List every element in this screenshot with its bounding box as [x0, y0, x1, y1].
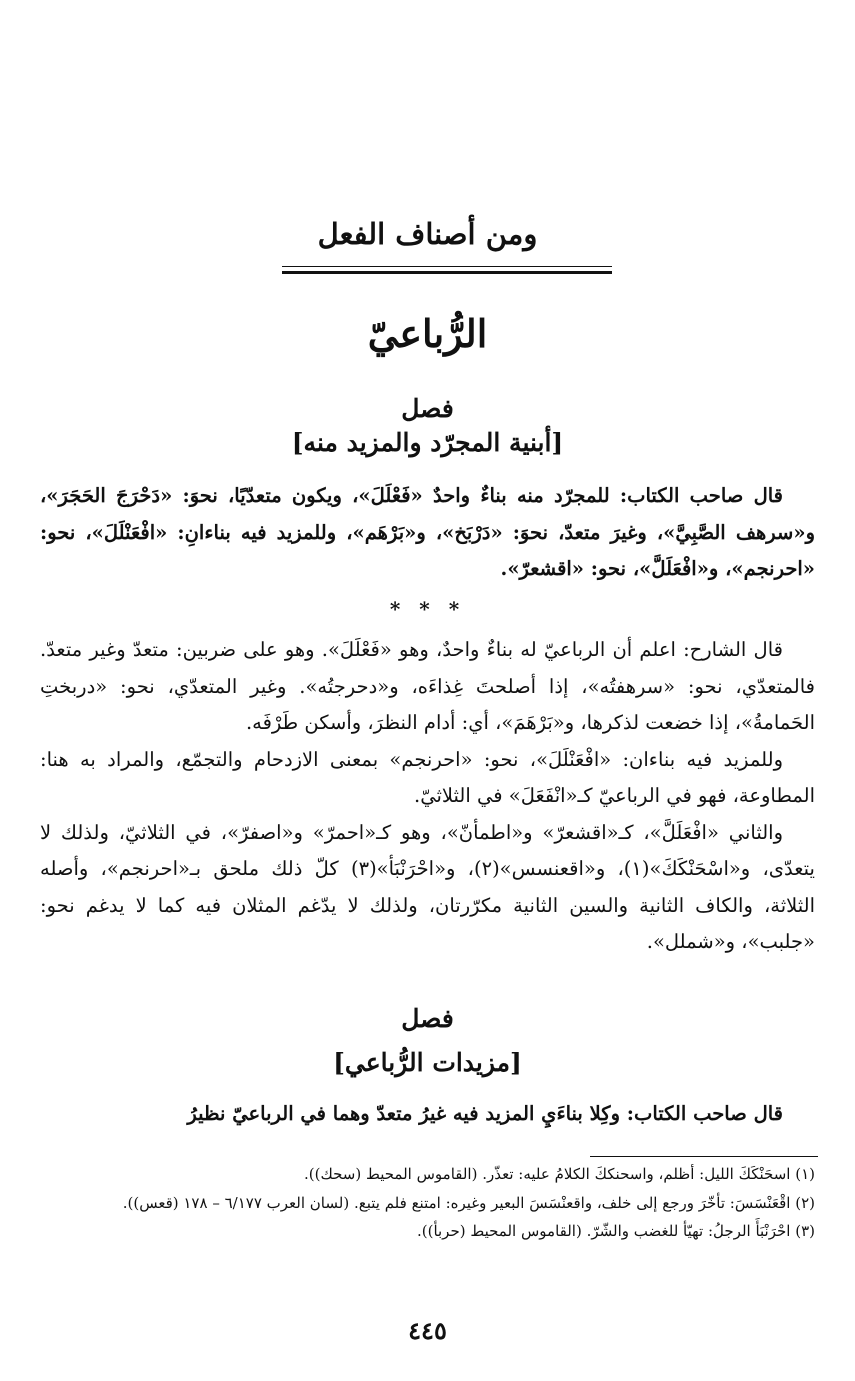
title-rule-bottom [282, 271, 612, 274]
section1-fasl: فصل [401, 394, 454, 423]
commentary [40, 632, 815, 961]
footnote: (٣) احْرَنْبَأَ الرجلُ: تهيّأ للغضب والشّرّ. (القاموس المحيط (حربأ)). [416, 1222, 815, 1240]
footnotes [40, 1160, 815, 1246]
part-title: الرُّباعيّ [367, 311, 488, 356]
section1-text [40, 478, 815, 588]
commentary-paragraph: والثاني «افْعَلَلَّ»، كـ«اقشعرّ» و«اطمأنّ»، وهو كـ«احمرّ» و«اصفرّ»، في الثلاثيّ، ولذلك لا يتعدّى، و«اسْحَنْكَكَ»(١)، و«اقعنسس»(٢)، و«احْرَنْبَأ»(٣) كلّ ذلك ملحق بـ«احرنجم»، وأصله الثلاثة، والكاف الثانية والسين الثانية مكرّرتان، ولذلك لا يدّغم المثلان فيه كما لا يدغم نحو: «جلبب»، و«شملل». [40, 820, 815, 953]
footnote-rule [590, 1156, 818, 1157]
footnote: (١) اسحَنْكَكَ الليل: أظلم، واسحنككَ الكلامُ عليه: تعذّر. (القاموس المحيط (سحك)). [304, 1165, 815, 1183]
commentary-paragraph: قال الشارح: اعلم أن الرباعيّ له بناءٌ واحدٌ، وهو «فَعْلَلَ». وهو على ضربين: متعدّ وغير متعدّ. فالمتعدّي، نحو: «سرهفتُه»، إذا أصلحتَ غِذاءَه، و«دحرجتُه». وغير المتعدّي، نحو: «دربختِ الحَمامةُ»، إذا خضعت لذكرها، و«بَرْهَمَ»، أي: أدام النظرَ، وأسكن طَرْفَه. [40, 638, 815, 734]
page-number: ٤٤٥ [408, 1316, 447, 1345]
chapter-title: ومن أصناف الفعل [317, 217, 538, 251]
author-statement: قال صاحب الكتاب: للمجرّد منه بناءٌ واحدٌ «فَعْلَلَ»، ويكون متعدّيًا، نحوَ: «دَحْرَجَ الحَجَرَ»، و«سرهف الصَّبِيَّ»، وغيرَ متعدّ، نحوَ: «دَرْبَخ»، و«بَرْهَم»، وللمزيد فيه بناءانِ: «افْعَنْلَلَ»، نحو: «احرنجم»، و«افْعَلَلَّ»، نحو: «اقشعرّ». [40, 484, 815, 580]
separator-stars: * * * [389, 597, 466, 621]
footnote: (٢) اقْعَنْسَسَ: تأخّرَ ورجع إلى خلف، واقعنْسَسَ البعير وغيره: امتنع فلم يتبع. (لسان العرب ٦/١٧٧ – ١٧٨ (قعس)). [122, 1193, 815, 1212]
section2-text [40, 1096, 815, 1133]
section1-heading: [أبنية المجرّد والمزيد منه] [291, 428, 564, 457]
author-statement: قال صاحب الكتاب: وكِلا بناءَيِ المزيد فيه غيرُ متعدّ وهما في الرباعيّ نظيرُ [187, 1102, 783, 1125]
section2-heading: [مزيدات الرُّباعي] [333, 1048, 522, 1077]
commentary-paragraph: وللمزيد فيه بناءان: «افْعَنْلَلَ»، نحو: «احرنجم» بمعنى الازدحام والتجمّع، والمراد به هنا: المطاوعة، فهو في الرباعيّ كـ«انْفَعَلَ» في الثلاثيّ. [40, 747, 815, 807]
title-rule-top [282, 266, 612, 267]
section2-fasl: فصل [401, 1004, 454, 1033]
